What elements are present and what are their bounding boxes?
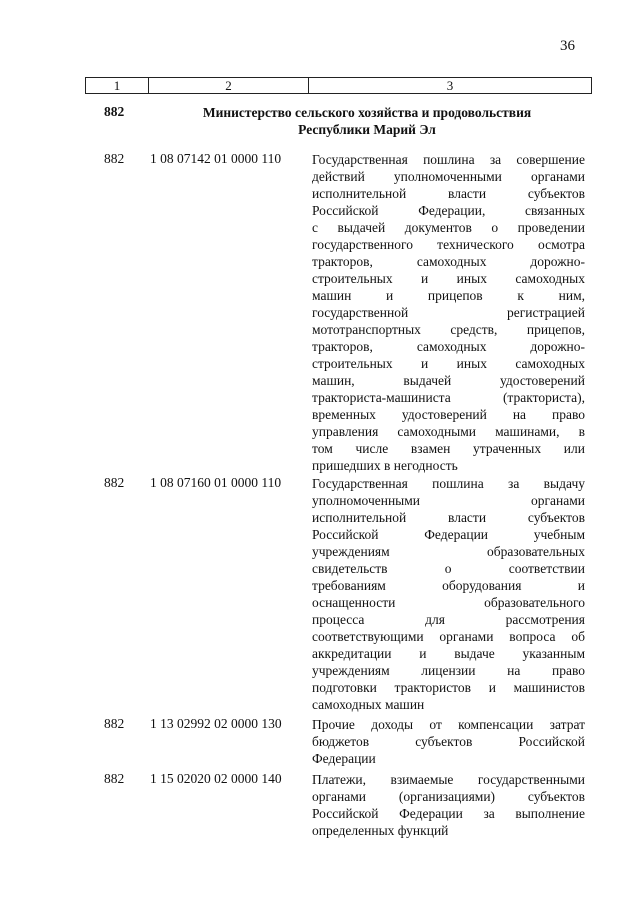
row-description	[312, 151, 585, 474]
description-line: самоходных машин	[312, 697, 425, 712]
description-line: свидетельств о соответствии	[312, 561, 585, 576]
description-line: органами (организациями) субъектов	[312, 789, 585, 804]
description-line: мототранспортных средств, прицепов,	[312, 322, 585, 337]
description-line: Федерации	[312, 751, 376, 766]
description-line: управления самоходными машинами, в	[312, 424, 585, 439]
description-line: тракториста-машиниста (тракториста),	[312, 390, 585, 405]
row-code: 882	[104, 716, 125, 731]
header-col-1: 1	[86, 78, 149, 93]
description-line: тракторов, самоходных дорожно-	[312, 339, 585, 354]
description-line: оснащенности образовательного	[312, 595, 585, 610]
description-line: исполнительной власти субъектов	[312, 186, 585, 201]
description-line: машин, выдачей удостоверений	[312, 373, 585, 388]
row-kbk-code: 1 15 02020 02 0000 140	[150, 771, 282, 786]
description-line: соответствующими органами вопроса об	[312, 629, 585, 644]
row-code: 882	[104, 771, 125, 786]
row-code: 882	[104, 475, 125, 490]
row-kbk-code: 1 13 02992 02 0000 130	[150, 716, 282, 731]
description-line: строительных и иных самоходных	[312, 356, 585, 371]
description-line: строительных и иных самоходных	[312, 271, 585, 286]
description-line: Государственная пошлина за выдачу	[312, 476, 585, 491]
ministry-code: 882	[104, 104, 125, 119]
description-line: пришедших в негодность	[312, 458, 458, 473]
description-line: государственного технического осмотра	[312, 237, 585, 252]
page-number: 36	[560, 38, 575, 54]
description-line: Российской Федерации учебным	[312, 527, 585, 542]
description-line: действий уполномоченными органами	[312, 169, 585, 184]
ministry-title	[178, 104, 556, 138]
description-line: определенных функций	[312, 823, 449, 838]
description-line: Прочие доходы от компенсации затрат	[312, 717, 585, 732]
description-line: том числе взамен утраченных или	[312, 441, 585, 456]
row-kbk-code: 1 08 07142 01 0000 110	[150, 151, 282, 166]
description-line: Государственная пошлина за совершение	[312, 152, 585, 167]
description-line: учреждениям лицензии на право	[312, 663, 585, 678]
description-line: процесса для рассмотрения	[312, 612, 585, 627]
row-description	[312, 771, 585, 839]
description-line: уполномоченными органами	[312, 493, 585, 508]
description-line: аккредитации и выдаче указанным	[312, 646, 585, 661]
description-line: машин и прицепов к ним,	[312, 288, 585, 303]
row-description	[312, 475, 585, 713]
description-line: тракторов, самоходных дорожно-	[312, 254, 585, 269]
row-code: 882	[104, 151, 125, 166]
row-kbk-code: 1 08 07160 01 0000 110	[150, 475, 282, 490]
description-line: государственной регистрацией	[312, 305, 585, 320]
description-line: требованиям оборудования и	[312, 578, 585, 593]
description-line: подготовки трактористов и машинистов	[312, 680, 585, 695]
table-header	[85, 77, 592, 94]
description-line: бюджетов субъектов Российской	[312, 734, 585, 749]
description-line: Российской Федерации, связанных	[312, 203, 585, 218]
ministry-title-line-2: Республики Марий Эл	[298, 122, 436, 137]
description-line: учреждениям образовательных	[312, 544, 585, 559]
header-col-3: 3	[446, 78, 454, 93]
description-line: с выдачей документов о проведении	[312, 220, 585, 235]
ministry-title-line-1: Министерство сельского хозяйства и продовольствия	[202, 105, 532, 120]
row-description	[312, 716, 585, 767]
description-line: временных удостоверений на право	[312, 407, 585, 422]
description-line: исполнительной власти субъектов	[312, 510, 585, 525]
description-line: Российской Федерации за выполнение	[312, 806, 585, 821]
description-line: Платежи, взимаемые государственными	[312, 772, 585, 787]
header-col-2: 2	[149, 78, 309, 93]
